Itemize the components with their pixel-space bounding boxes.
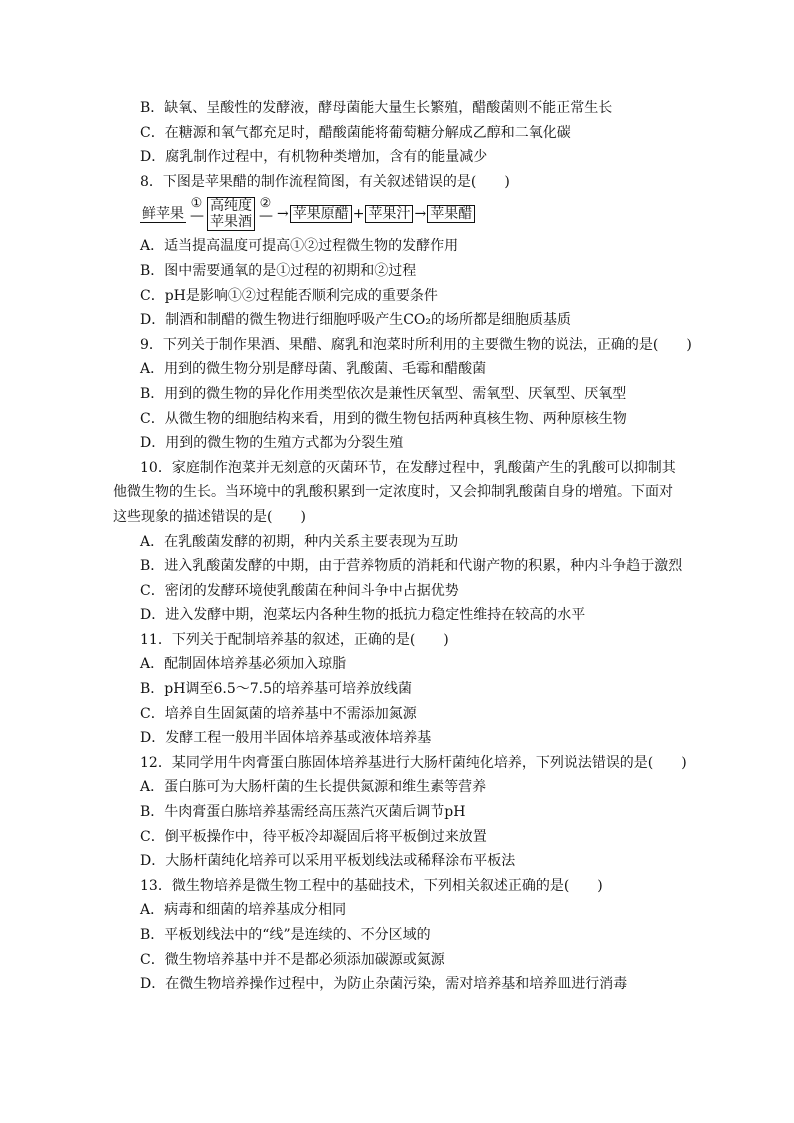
flow-step1-label: ① (190, 196, 203, 212)
flow-step2-dash: — (259, 208, 272, 225)
q9-option-d: D．用到的微生物的生殖方式都为分裂生殖 (140, 435, 404, 452)
q10-option-a: A．在乳酸菌发酵的初期，种内关系主要表现为互助 (140, 533, 459, 550)
flow-mid-line2: 苹果酒 (210, 214, 252, 231)
q12-option-d: D．大肠杆菌纯化培养可以采用平板划线法或稀释涂布平板法 (140, 853, 516, 870)
q13-option-c: C．微生物培养基中并不是都必须添加碳源或氮源 (140, 951, 445, 968)
flow-start-box: 鲜苹果 (142, 205, 184, 222)
q9-option-a: A．用到的微生物分别是酵母菌、乳酸菌、毛霉和醋酸菌 (140, 361, 487, 378)
q13-option-a: A．病毒和细菌的培养基成分相同 (140, 902, 347, 919)
q10-stem-line2: 他微生物的生长。当环境中的乳酸积累到一定浓度时，又会抑制乳酸菌自身的增殖。下面对 (113, 484, 673, 501)
flow-step1-connector (190, 196, 203, 225)
flow-step2-label: ② (259, 196, 272, 212)
q10-option-b: B．进入乳酸菌发酵的中期，由于营养物质的消耗和代谢产物的积累，种内斗争趋于激烈 (140, 558, 683, 575)
q11-option-a: A．配制固体培养基必须加入琼脂 (140, 656, 347, 673)
q11-option-b: B．pH调至6.5～7.5的培养基可培养放线菌 (140, 681, 412, 698)
q7-option-b: B．缺氧、呈酸性的发酵液，酵母菌能大量生长繁殖，醋酸菌则不能正常生长 (140, 100, 613, 116)
exam-content (113, 96, 693, 997)
flow-mid-line1: 高纯度 (210, 198, 252, 215)
flow-arrow-2: → (414, 206, 427, 223)
flow-plus: + (352, 206, 365, 223)
flow-product2-box: 苹果汁 (365, 205, 413, 223)
q8-option-c: C．pH是影响①②过程能否顺利完成的重要条件 (140, 287, 438, 304)
q13-stem: 13．微生物培养是微生物工程中的基础技术，下列相关叙述正确的是( ) (140, 877, 603, 894)
q13-option-d: D．在微生物培养操作过程中，为防止杂菌污染，需对培养基和培养皿进行消毒 (140, 976, 628, 993)
q8-option-a: A．适当提高温度可提高①②过程微生物的发酵作用 (140, 238, 459, 255)
flow-product1-box: 苹果原醋 (290, 205, 352, 223)
q8-option-d: D．制酒和制醋的微生物进行细胞呼吸产生CO₂的场所都是细胞质基质 (140, 312, 572, 329)
q12-option-a: A．蛋白胨可为大肠杆菌的生长提供氮源和维生素等营养 (140, 779, 487, 796)
flow-arrow-1: → (277, 206, 289, 223)
q7-option-c: C．在糖源和氧气都充足时，醋酸菌能将葡萄糖分解成乙醇和二氧化碳 (140, 124, 571, 141)
q9-option-c: C．从微生物的细胞结构来看，用到的微生物包括两种真核生物、两种原核生物 (140, 410, 627, 427)
q11-option-d: D．发酵工程一般用半固体培养基或液体培养基 (140, 730, 432, 747)
q8-option-b: B．图中需要通氧的是①过程的初期和②过程 (140, 262, 417, 279)
q9-option-b: B．用到的微生物的异化作用类型依次是兼性厌氧型、需氧型、厌氧型、厌氧型 (140, 385, 627, 402)
flow-step1-dash: — (190, 208, 203, 225)
q10-option-d: D．进入发酵中期，泡菜坛内各种生物的抵抗力稳定性维持在较高的水平 (140, 607, 586, 624)
flow-step2-connector (259, 196, 272, 225)
q9-stem: 9．下列关于制作果酒、果醋、腐乳和泡菜时所利用的主要微生物的说法，正确的是( ) (140, 336, 692, 353)
q7-option-d: D．腐乳制作过程中，有机物种类增加，含有的能量减少 (140, 149, 488, 166)
flow-final-box: 苹果醋 (427, 205, 475, 223)
q12-option-c: C．倒平板操作中，待平板冷却凝固后将平板倒过来放置 (140, 828, 487, 845)
q10-stem-line3: 这些现象的描述错误的是( ) (113, 508, 306, 525)
apple-vinegar-flow-diagram (113, 194, 693, 234)
q10-option-c: C．密闭的发酵环境使乳酸菌在种间斗争中占据优势 (140, 582, 459, 599)
q8-stem: 8．下图是苹果醋的制作流程简图，有关叙述错误的是( ) (140, 173, 510, 190)
q11-stem: 11．下列关于配制培养基的叙述，正确的是( ) (140, 631, 449, 648)
q12-option-b: B．牛肉膏蛋白胨培养基需经高压蒸汽灭菌后调节pH (140, 804, 466, 821)
flow-mid-box (207, 197, 255, 231)
q13-option-b: B．平板划线法中的“线”是连续的、不分区域的 (140, 927, 431, 943)
q12-stem: 12．某同学用牛肉膏蛋白胨固体培养基进行大肠杆菌纯化培养，下列说法错误的是( ) (140, 754, 687, 771)
q11-option-c: C．培养自生固氮菌的培养基中不需添加氮源 (140, 705, 417, 722)
q10-stem-line1: 10．家庭制作泡菜并无刻意的灭菌环节，在发酵过程中，乳酸菌产生的乳酸可以抑制其 (140, 459, 676, 476)
